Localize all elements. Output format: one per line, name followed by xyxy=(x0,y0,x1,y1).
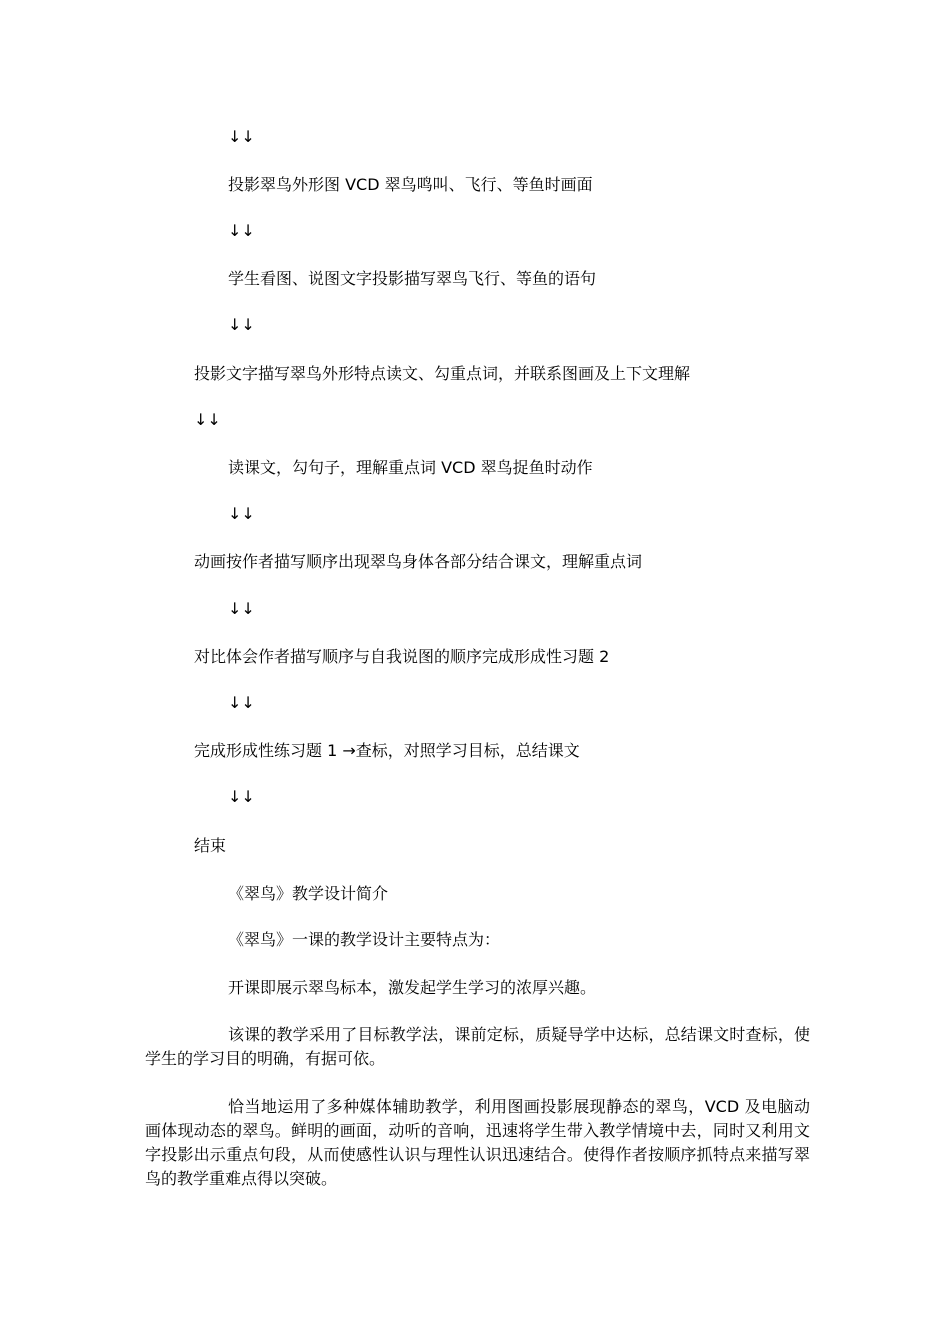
flow-end: 结束 xyxy=(194,836,227,855)
flow-step-animation: 动画按作者描写顺序出现翠鸟身体各部分结合课文，理解重点词 xyxy=(194,552,643,571)
flow-step-projection-outline: 投影翠鸟外形图 VCD 翠鸟鸣叫、飞行、等鱼时画面 xyxy=(228,175,593,194)
feature-point-2: 该课的教学采用了目标教学法，课前定标，质疑导学中达标，总结课文时查标，使学生的学习目的明确，有据可依。 xyxy=(145,1025,810,1068)
feature-point-3: 恰当地运用了多种媒体辅助教学，利用图画投影展现静态的翠鸟，VCD 及电脑动画体现动态的翠鸟。鲜明的画面，动听的音响，迅速将学生带入教学情境中去，同时又利用文字投影出示重点句段，从而使感性认识与理性认识迅速结合。使得作者按顺序抓特点来描写翠鸟的教学重难点得以突破。 xyxy=(145,1097,810,1188)
flow-step-student-view: 学生看图、说图文字投影描写翠鸟飞行、等鱼的语句 xyxy=(228,269,597,288)
flow-step-exercise: 完成形成性练习题 1 →查标，对照学习目标，总结课文 xyxy=(194,741,580,760)
flow-step-compare: 对比体会作者描写顺序与自我说图的顺序完成形成性习题 2 xyxy=(194,647,610,666)
flow-arrow: ↓↓ xyxy=(194,410,221,429)
feature-point-1: 开课即展示翠鸟标本，激发起学生学习的浓厚兴趣。 xyxy=(228,978,597,997)
section-title: 《翠鸟》教学设计简介 xyxy=(228,884,389,903)
flow-arrow: ↓↓ xyxy=(228,787,255,806)
flow-arrow: ↓↓ xyxy=(228,504,255,523)
flow-arrow: ↓↓ xyxy=(228,221,255,240)
flow-arrow: ↓↓ xyxy=(228,693,255,712)
flow-step-projection-text: 投影文字描写翠鸟外形特点读文、勾重点词，并联系图画及上下文理解 xyxy=(194,364,691,383)
flow-arrow: ↓↓ xyxy=(228,315,255,334)
flow-arrow: ↓↓ xyxy=(228,127,255,146)
flow-step-read-text: 读课文，勾句子，理解重点词 VCD 翠鸟捉鱼时动作 xyxy=(228,458,593,477)
section-lead: 《翠鸟》一课的教学设计主要特点为： xyxy=(228,930,501,949)
flow-arrow: ↓↓ xyxy=(228,599,255,618)
